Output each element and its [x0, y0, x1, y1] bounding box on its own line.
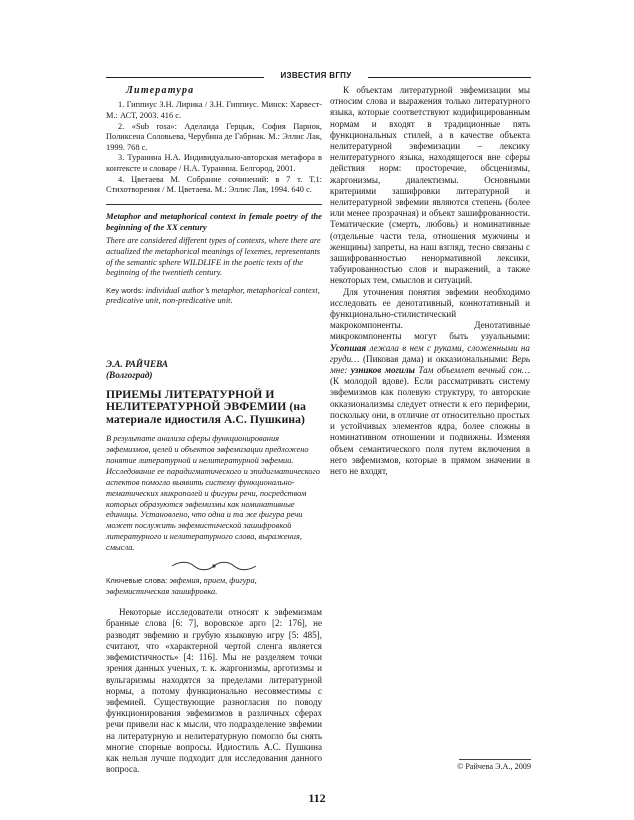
- header-rule-right: [368, 77, 531, 78]
- literature-item: 1. Гиппиус З.Н. Лирика / З.Н. Гиппиус. Минск: Харвест-М.: АСТ, 2003. 416 с.: [106, 100, 322, 120]
- body-paragraph-1: Некоторые исследователи относят к эвфемизмам бранные слова [6: 7], воровское арго [2: 176], не разводят эвфемию и грубую языковую игру [5: 485], считают, что «характерной чертой сленга является эвфемистичность» [4: 116]. Мы не разделяем точки зрения данных ученых, т. к. жаргонизмы, арготизмы и вульгаризмы находятся за пределами литературной нормы, а потому функционально несовместимы с эвфемией. Существующие разногласия по поводу функционирования эвфемизмов в различных сферах речи привели нас к мысли, что подразделение эвфемии на литературную и нелитературную помогло бы снять многие спорные вопросы. Идиостиль А.С. Пушкина как нельзя лучше подходит для исследования данного вопроса.: [106, 607, 322, 775]
- keywords-text: эвфемия, прием, фигура, эвфемистическая зашифровка.: [106, 576, 257, 596]
- literature-item: 4. Цветаева М. Собрание сочинений: в 7 т. Т.1: Стихотворения / М. Цветаева. М.: Эллис Лак, 1994. 640 с.: [106, 174, 322, 195]
- english-abstract: There are considered different types of contexts, where there are actualized the metaphorical meanings of lexemes, representants of the semantic sphere WILDLIFE in the poetic texts of the beginning of the twentieth century.: [106, 236, 321, 278]
- literature-item: 2. «Sub rosa»: Аделаида Герцык, София Парнок, Поликсена Соловьева, Черубина де Габриак. М.: Эллис Лак, 1999. 768 с.: [106, 121, 322, 152]
- quote-text: Верь мне:: [330, 353, 531, 376]
- left-column: [106, 85, 322, 775]
- literature-heading: Литература: [126, 85, 195, 96]
- english-article-title: Metaphor and metaphorical context in female poetry of the beginning of the XX century: [106, 210, 322, 232]
- russian-keywords: [106, 576, 322, 597]
- keywords-label: Ключевые слова:: [106, 576, 168, 586]
- quote-emphasis: Усопшая: [330, 342, 367, 353]
- section-divider: [106, 204, 322, 205]
- author-name: Э.А. РАЙЧЕВА: [106, 358, 168, 369]
- page-number: 112: [308, 791, 326, 805]
- body-paragraph-2: К объектам литературной эвфемизации мы относим слова и выражения только литературного языка, которые соответствуют кодифицированным нормам и входят в традиционные пять функциональных стилей, а в качестве объекта нелитературной эвфемизации – лексику нелитературного языка, находящегося вне сферы действия норм: просторечие, обсценизмы, жаргонизмы, диалектизмы. Основными критериями зашифровки литературной и нелитературной эвфемии являются степень (более или менее прозрачная) и объект зашифрованности. Тематические (смерть, любовь) и номинативные (отдельные части тела, отношения мужчины и женщины) запреты, на наш взгляд, тесно связаны с зашифрованностью ненормативной лексики, табуированностью слов и выражений, а также некоторых тем, смыслов и ситуаций.: [330, 85, 530, 286]
- quote-text: лежала в нем с руками, сложенными на груди…: [330, 342, 530, 364]
- ornament-divider-icon: [170, 561, 258, 571]
- journal-title: ИЗВЕСТИЯ ВГПУ: [280, 71, 352, 80]
- text-run: Для уточнения понятия эвфемии необходимо исследовать ее денотативный, коннотативный и функционально-стилистический макрокомпоненты. Денотативные микрокомпоненты могут быть узуальными:: [330, 286, 530, 342]
- right-column: [330, 85, 530, 477]
- author-city: (Волгоград): [106, 369, 153, 380]
- keywords-text: individual author’s metaphor, metaphorical context, predicative unit, non-predicative unit.: [106, 285, 320, 306]
- text-run: (К молодой вдове). Если рассматривать систему эвфемизмов как полевую структуру, то авторские окказионализмы следует отнести к его периферии, поскольку они, в отличие от относительно простых и устойчивых элементов ядра, более сложны в номинативном отношении и подвижны. Изменяя объем семантического поля путем включения в него эвфемизмов, которые в прямом значении в него не входят,: [330, 376, 530, 476]
- quote-emphasis: узников могилы: [350, 365, 415, 376]
- header-rule-left: [106, 77, 264, 78]
- text-run: (Пиковая дама) и окказиональными:: [362, 353, 508, 364]
- english-keywords: [106, 286, 322, 307]
- quote-text: Там объемлет вечный сон…: [418, 365, 531, 376]
- copyright-notice: © Райчева Э.А., 2009: [457, 762, 531, 771]
- body-paragraph-3: [330, 287, 530, 477]
- keywords-label: Key words:: [106, 285, 144, 295]
- literature-item: 3. Туранина Н.А. Индивидуально-авторская метафора в контексте и словаре / Н.А. Туранина. Белгород, 2001.: [106, 153, 322, 173]
- footer-rule: [459, 759, 531, 760]
- russian-abstract: В результате анализа сферы функционирования эвфемизмов, целей и объектов эвфемизации предложено понятие литературной и нелитературной эвфемии. Исследование ее парадигматического и эпидигматического аспектов помогло выявить систему функционально-тематических микрополей и фигуры речи, посредством которых образуются эвфемизмы как номинативные единицы. Установлено, что одна и та же фигура речи может послужить эвфемистической зашифровкой литературного и нелитературного слова, выражения, смысла.: [106, 434, 320, 553]
- article-title: ПРИЕМЫ ЛИТЕРАТУРНОЙ И НЕЛИТЕРАТУРНОЙ ЭВФЕМИИ (на материале идиостиля А.С. Пушкина): [106, 387, 307, 426]
